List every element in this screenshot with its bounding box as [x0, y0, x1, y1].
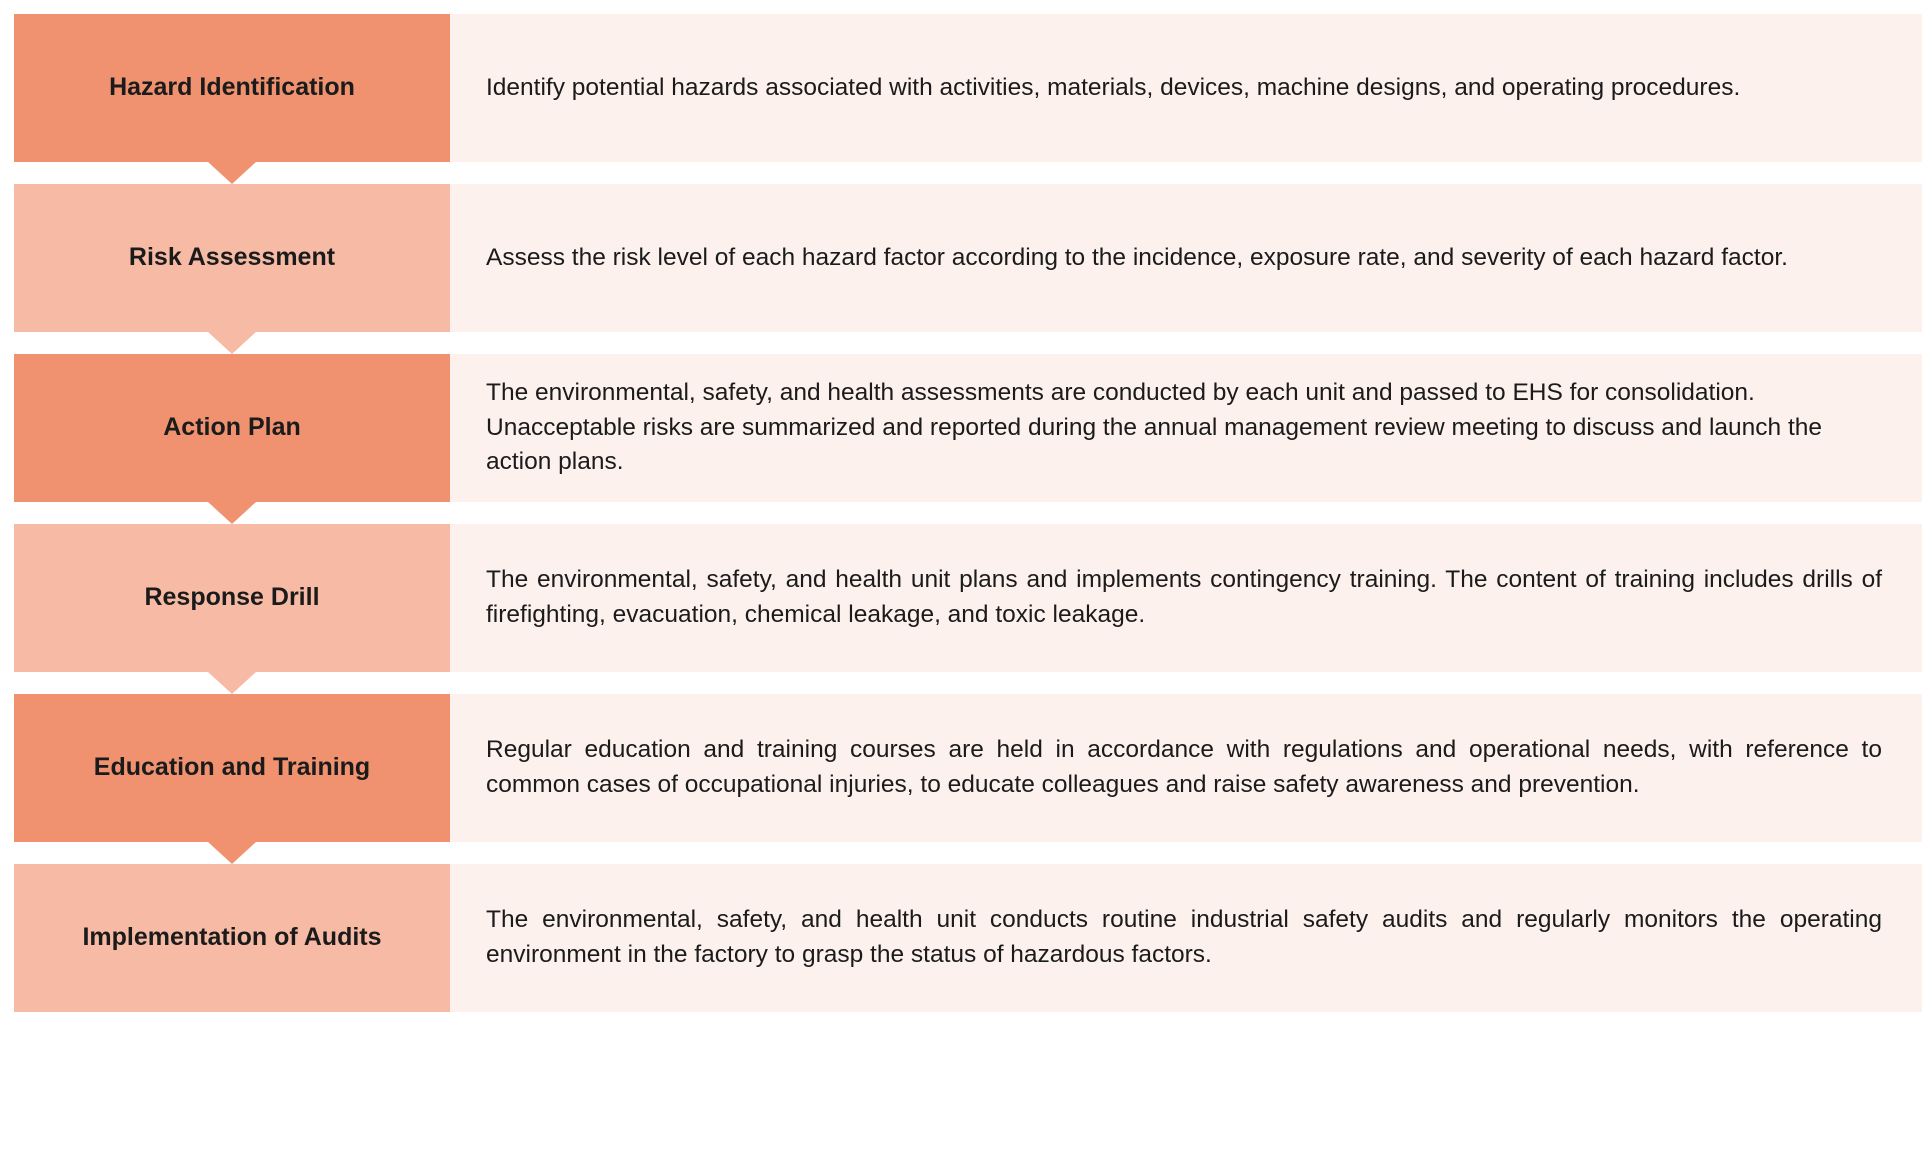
process-step-row	[0, 694, 1922, 842]
step-label: Response Drill	[144, 583, 320, 612]
arrow-down-icon	[208, 162, 256, 184]
process-step-row	[0, 524, 1922, 672]
step-label: Action Plan	[163, 413, 301, 442]
step-description-cell-action-plan	[450, 354, 1922, 502]
step-label-cell-response-drill	[14, 524, 450, 672]
step-description-cell-risk-assessment	[450, 184, 1922, 332]
arrow-down-icon	[208, 502, 256, 524]
step-label-cell-hazard-identification	[14, 14, 450, 162]
step-description-cell-implementation-of-audits	[450, 864, 1922, 1012]
step-description: Regular education and training courses are held in accordance with regulations and operational needs, with reference to common cases of occupational injuries, to educate colleagues and raise safety awareness and prevention.	[486, 736, 1882, 798]
step-label-cell-risk-assessment	[14, 184, 450, 332]
process-step-row	[0, 864, 1922, 1012]
arrow-down-icon	[208, 842, 256, 864]
arrow-down-icon	[208, 332, 256, 354]
step-label-cell-action-plan	[14, 354, 450, 502]
process-step-row	[0, 14, 1922, 162]
step-label-cell-education-and-training	[14, 694, 450, 842]
step-label: Hazard Identification	[109, 73, 355, 102]
step-label: Risk Assessment	[128, 243, 336, 272]
step-label-cell-implementation-of-audits	[14, 864, 450, 1012]
step-description-cell-response-drill	[450, 524, 1922, 672]
arrow-down-icon	[208, 672, 256, 694]
step-description: Assess the risk level of each hazard factor according to the incidence, exposure rate, and severity of each hazard factor.	[486, 243, 1788, 271]
step-description: Identify potential hazards associated with activities, materials, devices, machine designs, and operating procedures.	[486, 73, 1741, 101]
process-step-row	[0, 184, 1922, 332]
process-step-row	[0, 354, 1922, 502]
step-description-cell-education-and-training	[450, 694, 1922, 842]
step-description: The environmental, safety, and health unit conducts routine industrial safety audits and regularly monitors the operating environment in the factory to grasp the status of hazardous factors.	[486, 906, 1882, 968]
step-label: Implementation of Audits	[82, 923, 382, 952]
step-description: The environmental, safety, and health unit plans and implements contingency training. The content of training includes drills of firefighting, evacuation, chemical leakage, and toxic leakage.	[486, 566, 1882, 628]
step-label: Education and Training	[93, 753, 371, 782]
step-description: The environmental, safety, and health assessments are conducted by each unit and passed to EHS for consolidation. Unacceptable risks are summarized and reported during the annual management review meeting to discuss and launch the action plans.	[486, 378, 1823, 476]
step-description-cell-hazard-identification	[450, 14, 1922, 162]
